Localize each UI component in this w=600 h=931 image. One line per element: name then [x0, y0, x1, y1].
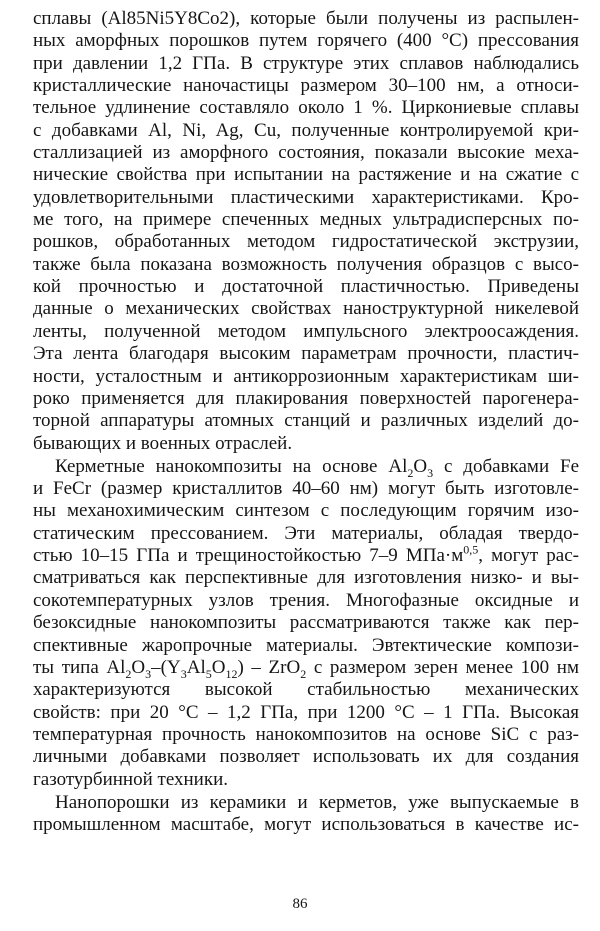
text-line: и FeCr (размер кристаллитов 40–60 нм) могут быть изготовле-: [33, 478, 579, 500]
text-line: [33, 542, 579, 567]
text-line: сплавы (Al85Ni5Y8Co2), которые были получены из распылен-: [33, 8, 579, 29]
text-segment: O: [211, 656, 226, 678]
text-segment: с размером зерен менее 100 нм: [306, 656, 579, 678]
text-line: при давлении 1,2 ГПа. В структуре этих сплавов наблюдались: [33, 52, 579, 74]
subscript: 3: [427, 465, 434, 480]
text-line: сматриваться как перспективные для изготовления низко- и вы-: [33, 567, 579, 589]
text-line: сталлизацией из аморфного состояния, показали высокие меха-: [33, 142, 579, 164]
text-line: с добавками Al, Ni, Ag, Cu, полученные контролируемой кри-: [33, 119, 579, 141]
text-line: роко применяется для плакирования поверхностей парогенера-: [33, 387, 579, 409]
text-line: рошков, обработанных методом гидростатической экструзии,: [33, 231, 579, 253]
text-line: свойств: при 20 °С – 1,2 ГПа, при 1200 °С – 1 ГПа. Высокая: [33, 701, 579, 723]
text-line: бывающих и военных отраслей.: [33, 432, 293, 454]
text-line: температурная прочность нанокомпозитов на основе SiC с раз-: [33, 723, 579, 745]
paragraph: [33, 792, 579, 837]
text-line: торной аппаратуры атомных станций и различных изделий до-: [33, 410, 579, 432]
text-segment: Al: [186, 656, 206, 678]
text-line: нические свойства при испытании на растяжение и на сжатие с: [33, 164, 579, 186]
text-line: личными добавками позволяет использовать их для создания: [33, 746, 579, 768]
paragraph: [33, 8, 579, 455]
text-line: ных аморфных порошков путем горячего (400 °С) прессования: [33, 30, 579, 52]
text-line: [33, 657, 579, 679]
text-segment: ) – ZrO: [237, 656, 301, 678]
text-line: промышленном масштабе, могут использоваться в качестве ис-: [33, 814, 579, 836]
text-line: безоксидные нанокомпозиты рассматриваются также как пер-: [33, 612, 579, 634]
page-number: 86: [292, 896, 308, 912]
subscript: 5: [205, 666, 212, 681]
page-body-text: [33, 8, 579, 837]
subscript: 2: [125, 666, 132, 681]
text-line: статическим прессованием. Эти материалы, обладая твердо-: [33, 522, 579, 544]
text-segment: ты типа Al: [33, 656, 126, 678]
text-line: также была показана возможность получения образцов с высо-: [33, 253, 579, 275]
subscript: 3: [180, 666, 187, 681]
text-line: ности, усталостным и антикоррозионным характеристикам ши-: [33, 365, 579, 387]
text-line: кой прочностью и достаточной пластичностью. Приведены: [33, 276, 579, 298]
text-line: данные о механических свойствах наноструктурной никелевой: [33, 298, 579, 320]
text-line: [33, 456, 579, 478]
text-line: характеризуются высокой стабильностью механических: [33, 679, 579, 701]
text-line: кристаллические наночастицы размером 30–100 нм, а относи-: [33, 75, 579, 97]
text-line: ленты, полученной методом импульсного электроосаждения.: [33, 320, 579, 342]
text-segment: O: [131, 656, 146, 678]
subscript: 2: [300, 666, 307, 681]
text-segment: O: [413, 455, 428, 477]
text-line: удовлетворительными пластическими характеристиками. Кро-: [33, 186, 579, 208]
superscript: 0,5: [463, 542, 479, 557]
text-segment: Керметные нанокомпозиты на основе Al: [55, 455, 408, 477]
text-line: ме того, на примере спеченных медных ультрадисперсных по-: [33, 209, 579, 231]
text-segment: стью 10–15 ГПа и трещиностойкостью 7–9 МПа·м: [33, 545, 464, 567]
subscript: 2: [407, 465, 414, 480]
subscript: 12: [225, 666, 238, 681]
text-line: спективные жаропрочные материалы. Эвтектические компози-: [33, 634, 579, 656]
text-line: Нанопорошки из керамики и керметов, уже выпускаемые в: [55, 791, 579, 813]
text-line: ны механохимическим синтезом с последующим горячим изо-: [33, 500, 579, 522]
text-segment: –(Y: [151, 656, 181, 678]
text-line: сокотемпературных узлов трения. Многофазные оксидные и: [33, 589, 579, 611]
subscript: 3: [145, 666, 152, 681]
text-line: газотурбинной техники.: [33, 768, 228, 790]
paragraph: [33, 456, 579, 791]
text-segment: , могут рас-: [478, 545, 579, 567]
text-line: тельное удлинение составляло около 1 %. Циркониевые сплавы: [33, 97, 579, 119]
text-line: Эта лента благодаря высоким параметрам прочности, пластич-: [33, 343, 579, 365]
text-segment: с добавками Fe: [433, 455, 579, 477]
